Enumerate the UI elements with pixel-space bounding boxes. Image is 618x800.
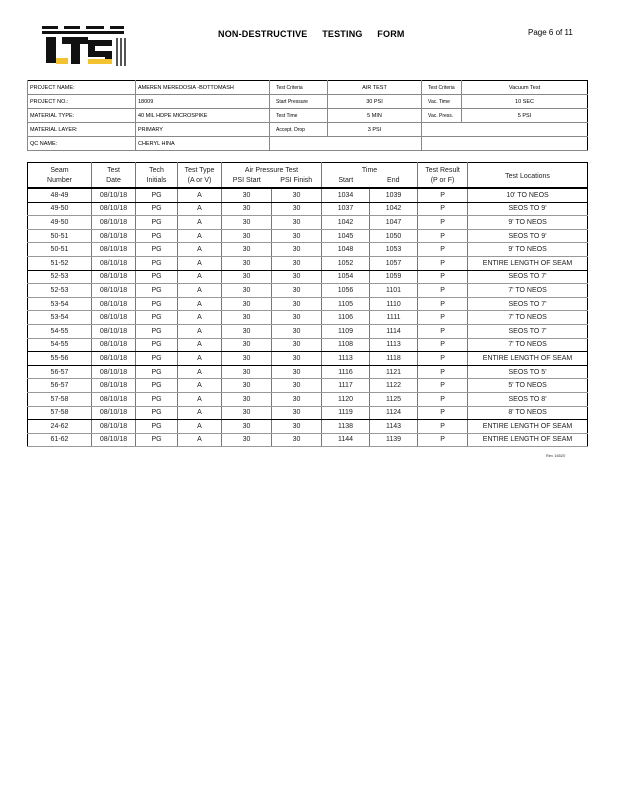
vac-time-value: 10 SEC	[462, 95, 588, 109]
table-row	[28, 433, 588, 447]
table-row	[28, 379, 588, 393]
time-start-cell: 1105	[322, 297, 370, 311]
table-row	[28, 270, 588, 284]
vac-press-label: Vac. Press.	[422, 109, 462, 123]
test-date-cell: 08/10/18	[92, 338, 136, 352]
test-location-cell: 9' TO NEOS	[468, 243, 588, 257]
tech-initials-cell: PG	[136, 243, 178, 257]
test-date-cell: 08/10/18	[92, 202, 136, 216]
col-tech-header: Tech	[136, 163, 178, 177]
seam-number-cell: 57-58	[28, 406, 92, 420]
table-row	[28, 297, 588, 311]
test-type-cell: A	[178, 202, 222, 216]
test-result-cell: P	[418, 324, 468, 338]
test-type-cell: A	[178, 229, 222, 243]
test-type-cell: A	[178, 243, 222, 257]
test-result-cell: P	[418, 256, 468, 270]
test-type-cell: A	[178, 311, 222, 325]
psi-start-cell: 30	[222, 297, 272, 311]
seam-number-cell: 54-55	[28, 338, 92, 352]
test-date-cell: 08/10/18	[92, 365, 136, 379]
seam-number-cell: 54-55	[28, 324, 92, 338]
test-type-cell: A	[178, 365, 222, 379]
seam-test-rows	[28, 188, 588, 447]
table-row	[28, 420, 588, 434]
psi-finish-cell: 30	[272, 352, 322, 366]
table-row	[28, 229, 588, 243]
psi-finish-cell: 30	[272, 270, 322, 284]
time-start-cell: 1106	[322, 311, 370, 325]
test-criteria-label: Test Criteria	[270, 81, 328, 95]
psi-start-cell: 30	[222, 216, 272, 230]
psi-finish-cell: 30	[272, 311, 322, 325]
test-date-cell: 08/10/18	[92, 420, 136, 434]
test-result-cell: P	[418, 202, 468, 216]
col-end-header: End	[387, 177, 400, 184]
table-row	[28, 406, 588, 420]
seam-number-cell: 52-53	[28, 270, 92, 284]
time-end-cell: 1053	[370, 243, 418, 257]
test-location-cell: ENTIRE LENGTH OF SEAM	[468, 352, 588, 366]
time-end-cell: 1114	[370, 324, 418, 338]
col-start-header: Start	[322, 176, 370, 188]
table-row	[28, 256, 588, 270]
test-location-cell: 8' TO NEOS	[468, 406, 588, 420]
test-result-cell: P	[418, 379, 468, 393]
test-result-cell: P	[418, 352, 468, 366]
table-row	[28, 338, 588, 352]
psi-finish-cell: 30	[272, 243, 322, 257]
psi-finish-cell: 30	[272, 202, 322, 216]
psi-start-cell: 30	[222, 392, 272, 406]
table-row	[28, 188, 588, 202]
empty-cell	[422, 123, 588, 137]
test-result-cell: P	[418, 406, 468, 420]
test-type-cell: A	[178, 216, 222, 230]
time-start-cell: 1048	[322, 243, 370, 257]
table-row	[28, 311, 588, 325]
start-pressure-label: Start Pressure	[270, 95, 328, 109]
accept-drop-label: Accept. Drop	[270, 123, 328, 137]
seam-number-cell: 50-51	[28, 229, 92, 243]
psi-start-cell: 30	[222, 270, 272, 284]
seam-number-cell: 48-49	[28, 188, 92, 202]
time-start-cell: 1052	[322, 256, 370, 270]
tech-initials-cell: PG	[136, 392, 178, 406]
psi-start-cell: 30	[222, 406, 272, 420]
tech-initials-cell: PG	[136, 202, 178, 216]
psi-start-cell: 30	[222, 188, 272, 202]
test-type-cell: A	[178, 352, 222, 366]
tech-initials-cell: PG	[136, 433, 178, 447]
col-seam-header: Seam	[50, 167, 69, 174]
test-time-value: 5 MIN	[328, 109, 422, 123]
psi-finish-cell: 30	[272, 406, 322, 420]
test-date-cell: 08/10/18	[92, 392, 136, 406]
test-result-cell: P	[418, 229, 468, 243]
table-row	[28, 365, 588, 379]
time-end-cell: 1113	[370, 338, 418, 352]
psi-start-cell: 30	[222, 202, 272, 216]
psi-start-cell: 30	[222, 284, 272, 298]
test-date-cell: 08/10/18	[92, 379, 136, 393]
test-time-label: Test Time	[270, 109, 328, 123]
time-end-cell: 1111	[370, 311, 418, 325]
seam-number-cell: 55-56	[28, 352, 92, 366]
seam-test-table	[27, 162, 588, 447]
test-date-cell: 08/10/18	[92, 229, 136, 243]
psi-start-cell: 30	[222, 243, 272, 257]
psi-finish-cell: 30	[272, 433, 322, 447]
test-date-cell: 08/10/18	[92, 243, 136, 257]
table-row	[28, 202, 588, 216]
qc-name-value: CHERYL HINA	[136, 137, 270, 151]
test-type-cell: A	[178, 297, 222, 311]
test-result-cell: P	[418, 270, 468, 284]
tech-initials-cell: PG	[136, 284, 178, 298]
time-end-cell: 1050	[370, 229, 418, 243]
psi-finish-cell: 30	[272, 392, 322, 406]
test-criteria2-value: Vacuum Test	[462, 81, 588, 95]
seam-number-cell: 49-50	[28, 216, 92, 230]
accept-drop-value: 3 PSI	[328, 123, 422, 137]
time-end-cell: 1042	[370, 202, 418, 216]
tech-initials-cell: PG	[136, 420, 178, 434]
test-result-cell: P	[418, 338, 468, 352]
test-location-cell: 9' TO NEOS	[468, 216, 588, 230]
test-type-cell: A	[178, 406, 222, 420]
test-location-cell: SEOS TO 8'	[468, 392, 588, 406]
psi-finish-cell: 30	[272, 229, 322, 243]
test-date-cell: 08/10/18	[92, 406, 136, 420]
psi-start-cell: 30	[222, 311, 272, 325]
time-end-cell: 1039	[370, 188, 418, 202]
revision-note: Rev 16520	[546, 453, 566, 458]
table-row	[28, 284, 588, 298]
psi-finish-cell: 30	[272, 216, 322, 230]
time-start-cell: 1054	[322, 270, 370, 284]
psi-start-cell: 30	[222, 256, 272, 270]
test-result-cell: P	[418, 188, 468, 202]
table-row	[28, 324, 588, 338]
form-title: NON-DESTRUCTIVE TESTING FORM	[218, 29, 405, 39]
time-start-cell: 1042	[322, 216, 370, 230]
project-name-label: PROJECT NAME:	[28, 81, 136, 95]
col-psi-start-header: PSI Start	[222, 176, 272, 188]
time-start-cell: 1113	[322, 352, 370, 366]
time-start-cell: 1144	[322, 433, 370, 447]
tech-initials-cell: PG	[136, 365, 178, 379]
table-row	[28, 392, 588, 406]
test-type-cell: A	[178, 188, 222, 202]
col-seam-subheader: Number	[47, 177, 72, 184]
col-result-header: Test Result	[418, 163, 468, 177]
test-date-cell: 08/10/18	[92, 324, 136, 338]
col-date-subheader: Date	[92, 176, 136, 188]
test-location-cell: 5' TO NEOS	[468, 379, 588, 393]
col-result-subheader: (P or F)	[418, 176, 468, 188]
test-result-cell: P	[418, 297, 468, 311]
time-start-cell: 1116	[322, 365, 370, 379]
tech-initials-cell: PG	[136, 324, 178, 338]
empty-cell	[422, 137, 588, 151]
psi-finish-cell: 30	[272, 297, 322, 311]
time-end-cell: 1057	[370, 256, 418, 270]
test-date-cell: 08/10/18	[92, 352, 136, 366]
seam-number-cell: 50-51	[28, 243, 92, 257]
test-date-cell: 08/10/18	[92, 270, 136, 284]
test-location-cell: 10' TO NEOS	[468, 188, 588, 202]
time-start-cell: 1037	[322, 202, 370, 216]
table-row	[28, 243, 588, 257]
test-type-cell: A	[178, 270, 222, 284]
time-end-cell: 1143	[370, 420, 418, 434]
col-psi-finish-header: PSI Finish	[280, 177, 313, 184]
col-locations-header: Test Locations	[468, 163, 588, 189]
project-no-value: 18009	[136, 95, 270, 109]
seam-number-cell: 61-62	[28, 433, 92, 447]
col-type-subheader: (A or V)	[178, 176, 222, 188]
test-result-cell: P	[418, 311, 468, 325]
test-location-cell: 7' TO NEOS	[468, 338, 588, 352]
test-type-cell: A	[178, 433, 222, 447]
test-location-cell: SEOS TO 9'	[468, 202, 588, 216]
seam-number-cell: 49-50	[28, 202, 92, 216]
test-date-cell: 08/10/18	[92, 256, 136, 270]
time-end-cell: 1059	[370, 270, 418, 284]
psi-finish-cell: 30	[272, 379, 322, 393]
col-type-header: Test Type	[178, 163, 222, 177]
test-location-cell: SEOS TO 5'	[468, 365, 588, 379]
time-start-cell: 1119	[322, 406, 370, 420]
empty-cell	[270, 137, 422, 151]
time-start-cell: 1056	[322, 284, 370, 298]
time-end-cell: 1124	[370, 406, 418, 420]
psi-start-cell: 30	[222, 338, 272, 352]
test-result-cell: P	[418, 284, 468, 298]
test-type-cell: A	[178, 338, 222, 352]
psi-start-cell: 30	[222, 420, 272, 434]
material-type-value: 40 MIL HDPE MICROSPIKE	[136, 109, 270, 123]
time-end-cell: 1118	[370, 352, 418, 366]
time-start-cell: 1108	[322, 338, 370, 352]
project-info-table	[27, 80, 588, 151]
test-location-cell: 7' TO NEOS	[468, 311, 588, 325]
psi-start-cell: 30	[222, 229, 272, 243]
time-end-cell: 1101	[370, 284, 418, 298]
test-type-cell: A	[178, 284, 222, 298]
psi-start-cell: 30	[222, 365, 272, 379]
test-location-cell: ENTIRE LENGTH OF SEAM	[468, 433, 588, 447]
test-location-cell: SEOS TO 7'	[468, 270, 588, 284]
tech-initials-cell: PG	[136, 256, 178, 270]
test-result-cell: P	[418, 243, 468, 257]
tech-initials-cell: PG	[136, 311, 178, 325]
test-date-cell: 08/10/18	[92, 433, 136, 447]
table-row	[28, 216, 588, 230]
vac-press-value: 5 PSI	[462, 109, 588, 123]
psi-start-cell: 30	[222, 324, 272, 338]
seam-number-cell: 52-53	[28, 284, 92, 298]
table-row	[28, 352, 588, 366]
time-end-cell: 1125	[370, 392, 418, 406]
material-layer-value: PRIMARY	[136, 123, 270, 137]
test-result-cell: P	[418, 420, 468, 434]
psi-finish-cell: 30	[272, 365, 322, 379]
tech-initials-cell: PG	[136, 188, 178, 202]
test-date-cell: 08/10/18	[92, 311, 136, 325]
tech-initials-cell: PG	[136, 406, 178, 420]
test-type-cell: A	[178, 392, 222, 406]
test-date-cell: 08/10/18	[92, 216, 136, 230]
seam-number-cell: 51-52	[28, 256, 92, 270]
seam-number-cell: 53-54	[28, 311, 92, 325]
test-date-cell: 08/10/18	[92, 297, 136, 311]
test-location-cell: SEOS TO 9'	[468, 229, 588, 243]
col-time-header: Time	[322, 163, 418, 177]
time-start-cell: 1109	[322, 324, 370, 338]
test-location-cell: ENTIRE LENGTH OF SEAM	[468, 420, 588, 434]
seam-number-cell: 24-62	[28, 420, 92, 434]
test-result-cell: P	[418, 216, 468, 230]
test-type-cell: A	[178, 256, 222, 270]
psi-finish-cell: 30	[272, 284, 322, 298]
time-start-cell: 1138	[322, 420, 370, 434]
test-location-cell: 7' TO NEOS	[468, 284, 588, 298]
seam-number-cell: 53-54	[28, 297, 92, 311]
test-location-cell: SEOS TO 7'	[468, 297, 588, 311]
time-end-cell: 1121	[370, 365, 418, 379]
test-location-cell: SEOS TO 7'	[468, 324, 588, 338]
test-result-cell: P	[418, 433, 468, 447]
psi-finish-cell: 30	[272, 420, 322, 434]
seam-number-cell: 56-57	[28, 379, 92, 393]
tech-initials-cell: PG	[136, 379, 178, 393]
company-logo-icon	[40, 22, 132, 68]
psi-finish-cell: 30	[272, 338, 322, 352]
time-start-cell: 1120	[322, 392, 370, 406]
test-result-cell: P	[418, 392, 468, 406]
time-start-cell: 1117	[322, 379, 370, 393]
psi-start-cell: 30	[222, 379, 272, 393]
test-type-cell: A	[178, 324, 222, 338]
tech-initials-cell: PG	[136, 216, 178, 230]
col-date-header: Test	[92, 163, 136, 177]
psi-start-cell: 30	[222, 433, 272, 447]
test-date-cell: 08/10/18	[92, 188, 136, 202]
time-start-cell: 1034	[322, 188, 370, 202]
tech-initials-cell: PG	[136, 338, 178, 352]
start-pressure-value: 30 PSI	[328, 95, 422, 109]
col-air-pressure-header: Air Pressure Test	[222, 163, 322, 177]
project-no-label: PROJECT NO.:	[28, 95, 136, 109]
psi-finish-cell: 30	[272, 256, 322, 270]
time-start-cell: 1045	[322, 229, 370, 243]
page-number: Page 6 of 11	[528, 28, 573, 37]
col-tech-subheader: Initials	[136, 176, 178, 188]
psi-start-cell: 30	[222, 352, 272, 366]
time-end-cell: 1122	[370, 379, 418, 393]
test-type-cell: A	[178, 379, 222, 393]
psi-finish-cell: 30	[272, 188, 322, 202]
psi-finish-cell: 30	[272, 324, 322, 338]
time-end-cell: 1110	[370, 297, 418, 311]
test-type-cell: A	[178, 420, 222, 434]
tech-initials-cell: PG	[136, 270, 178, 284]
tech-initials-cell: PG	[136, 297, 178, 311]
project-name-value: AMEREN MEREDOSIA -BOTTOMASH	[136, 81, 270, 95]
material-layer-label: MATERIAL LAYER:	[28, 123, 136, 137]
test-result-cell: P	[418, 365, 468, 379]
vac-time-label: Vac. Time	[422, 95, 462, 109]
seam-number-cell: 57-58	[28, 392, 92, 406]
tech-initials-cell: PG	[136, 229, 178, 243]
tech-initials-cell: PG	[136, 352, 178, 366]
time-end-cell: 1047	[370, 216, 418, 230]
qc-name-label: QC NAME:	[28, 137, 136, 151]
test-criteria-value: AIR TEST	[328, 81, 422, 95]
test-date-cell: 08/10/18	[92, 284, 136, 298]
test-criteria2-label: Test Criteria	[422, 81, 462, 95]
seam-number-cell: 56-57	[28, 365, 92, 379]
test-location-cell: ENTIRE LENGTH OF SEAM	[468, 256, 588, 270]
material-type-label: MATERIAL TYPE:	[28, 109, 136, 123]
time-end-cell: 1139	[370, 433, 418, 447]
